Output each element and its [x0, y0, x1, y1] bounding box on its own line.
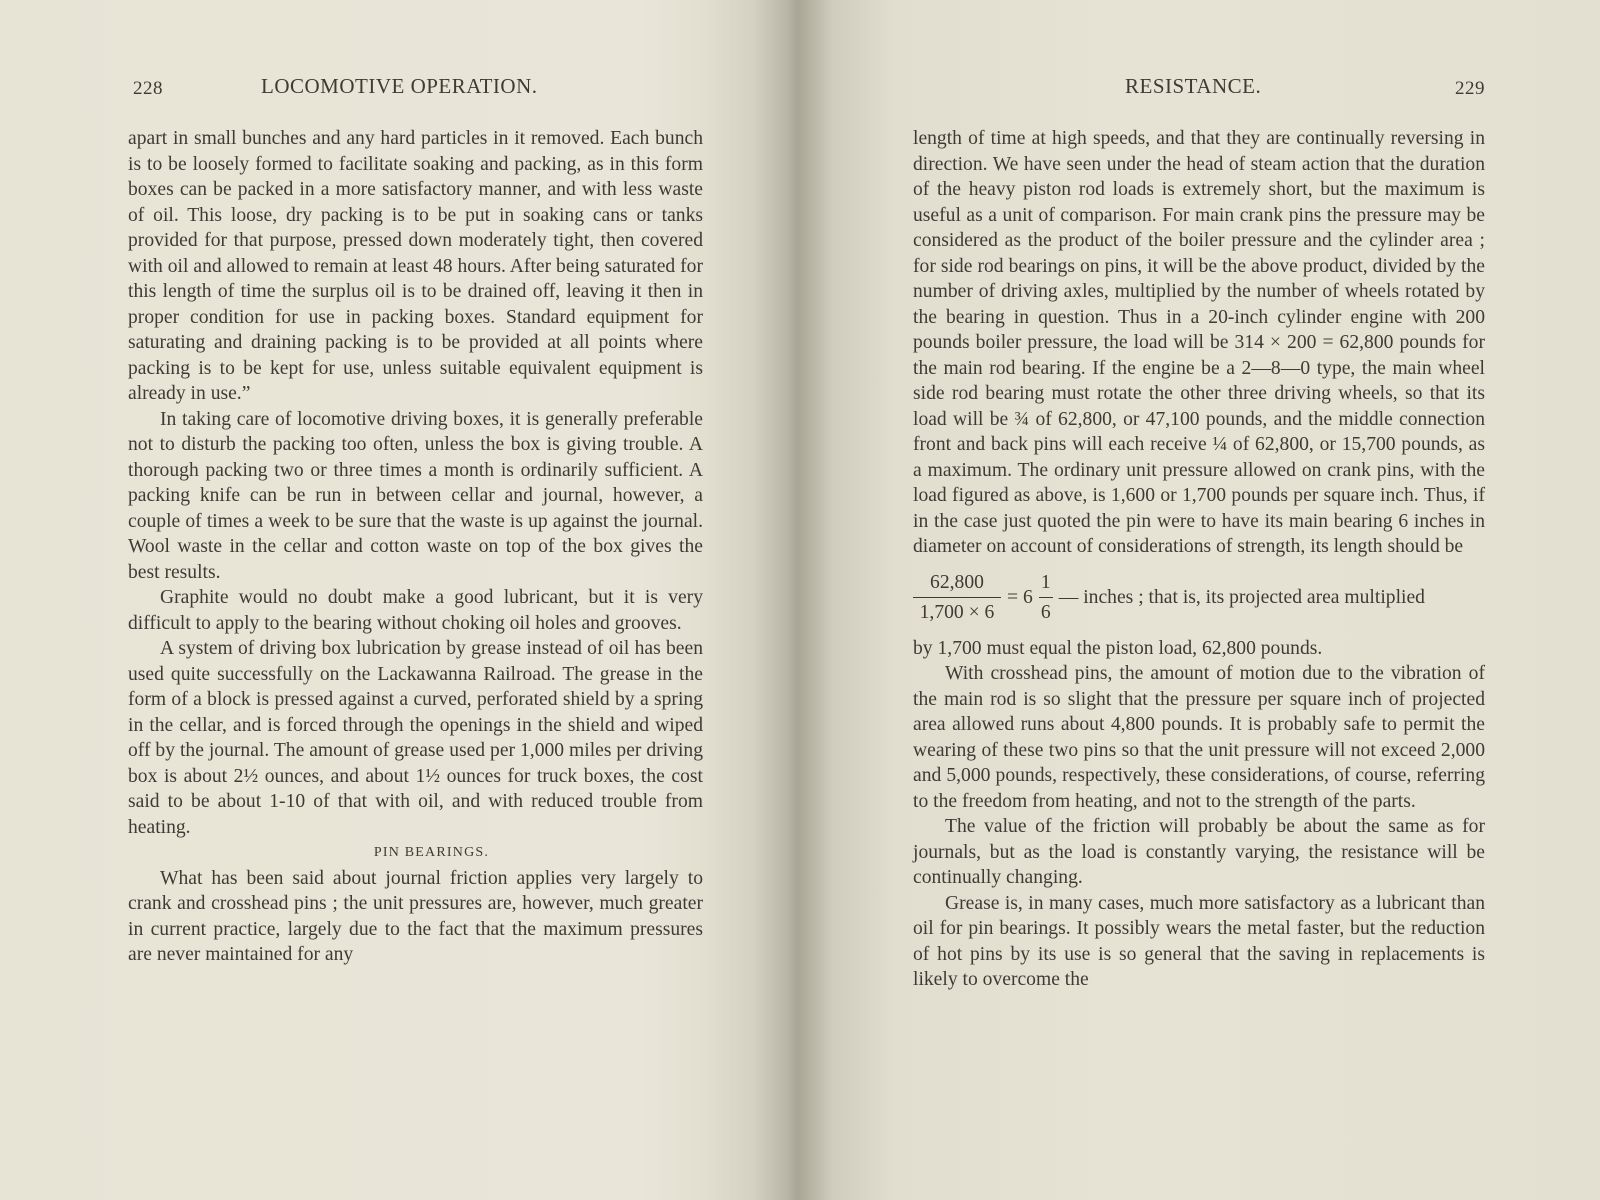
page-number-left: 228: [133, 78, 163, 99]
running-head-left: [133, 74, 705, 104]
left-body-text: [128, 126, 703, 968]
small-fraction-numerator: 1: [1040, 572, 1051, 593]
paragraph: A system of driving box lubrication by grease instead of oil has been used quite successfully on the Lackawanna Railroad. The grease in the form of a block is pressed against a curved, perforated shield by a spring in the cellar, and is forced through the openings in the shield and wiped off by the journal. The amount of grease used per 1,000 miles per driving box is about 2½ ounces, and about 1½ ounces for truck boxes, the cost said to be about 1-10 of that with oil, and with reduced trouble from heating.: [128, 638, 703, 838]
right-body-text: [913, 126, 1485, 993]
paragraph: Grease is, in many cases, much more satisfactory as a lubricant than oil for pin bearings. It possibly wears the metal faster, but the reduction of hot pins by its use is so general that the saving in replacements is likely to overcome the: [913, 892, 1485, 990]
paragraph: In taking care of locomotive driving boxes, it is generally preferable not to disturb the packing too often, unless the box is giving trouble. A thorough packing two or three times a month is ordinarily sufficient. A packing knife can be run in between cellar and journal, however, a couple of times a week to be sure that the waste is up against the journal. Wool waste in the cellar and cotton waste on top of the box gives the best results.: [128, 408, 703, 583]
right-page: [800, 0, 1600, 1200]
fraction-bar: [913, 597, 1001, 598]
page-number-right: 229: [1455, 78, 1485, 99]
section-heading: PIN BEARINGS.: [373, 845, 490, 860]
formula-equals: = 6: [1007, 586, 1033, 608]
fraction: [913, 570, 1001, 625]
paragraph: apart in small bunches and any hard particles in it removed. Each bunch is to be loosely formed to facilitate soaking and packing, as in this form boxes can be packed in a more satisfactory manner, and with less waste of oil. This loose, dry packing is to be put in soaking cans or tanks provided for that purpose, pressed down moderately tight, then covered with oil and allowed to remain at least 48 hours. After being saturated for this length of time the surplus oil is to be drained off, leaving it then in proper condition for use in packing boxes. Standard equipment for saturating and draining packing is to be provided at all points where packing is to be kept for use, unless suitable equivalent equipment is already in use.”: [128, 128, 703, 404]
paragraph: length of time at high speeds, and that they are continually reversing in direction. We have seen under the head of steam action that the duration of the heavy piston rod loads is extremely short, but the maximum is useful as a unit of comparison. For main crank pins the pressure may be considered as the product of the boiler pressure and the cylinder area ; for side rod bearings on pins, it will be the above product, divided by the number of driving axles, multiplied by the number of wheels rotated by the bearing in question. Thus in a 20-inch cylinder engine with 200 pounds boiler pressure, the load will be 314 × 200 = 62,800 pounds for the main rod bearing. If the engine be a 2—8—0 type, the main wheel side rod bearing must rotate the other three driving wheels, so that its load will be ¾ of 62,800, or 47,100 pounds, and the middle connection front and back pins will each receive ¼ of 62,800, or 15,700 pounds, as a maximum. The ordinary unit pressure allowed on crank pins, with the load figured as above, is 1,600 or 1,700 pounds per square inch. Thus, if in the case just quoted the pin were to have its main bearing 6 inches in diameter on account of considerations of strength, its length should be: [913, 128, 1485, 557]
small-fraction: [1035, 570, 1057, 625]
paragraph: Graphite would no doubt make a good lubricant, but it is very difficult to apply to the bearing without choking oil holes and grooves.: [128, 587, 703, 634]
small-fraction-bar: [1039, 597, 1053, 598]
fraction-denominator: 1,700 × 6: [919, 602, 995, 623]
paragraph: What has been said about journal friction applies very largely to crank and crosshead pins ; the unit pressures are, however, much greater in current practice, largely due to the fact that the maximum pressures are never maintained for any: [128, 867, 703, 965]
running-head-right: [915, 74, 1485, 104]
paragraph: The value of the friction will probably be about the same as for journals, but as the load is constantly varying, the resistance will be continually changing.: [913, 816, 1485, 888]
paragraph: With crosshead pins, the amount of motion due to the vibration of the main rod is so slight that the pressure per square inch of projected area allowed runs about 4,800 pounds. It is probably safe to permit the wearing of these two pins so that the unit pressure will not exceed 2,000 and 5,000 pounds, respectively, these considerations, of course, referring to the freedom from heating, and not to the strength of the parts.: [913, 663, 1485, 812]
formula: [913, 560, 1485, 636]
fraction-numerator: 62,800: [930, 572, 984, 593]
paragraph: by 1,700 must equal the piston load, 62,800 pounds.: [913, 637, 1323, 659]
running-title-right: RESISTANCE.: [1125, 74, 1262, 98]
small-fraction-denominator: 6: [1040, 602, 1051, 623]
formula-trailing-text: — inches ; that is, its projected area multiplied: [1058, 586, 1425, 608]
running-title-left: LOCOMOTIVE OPERATION.: [261, 74, 538, 98]
